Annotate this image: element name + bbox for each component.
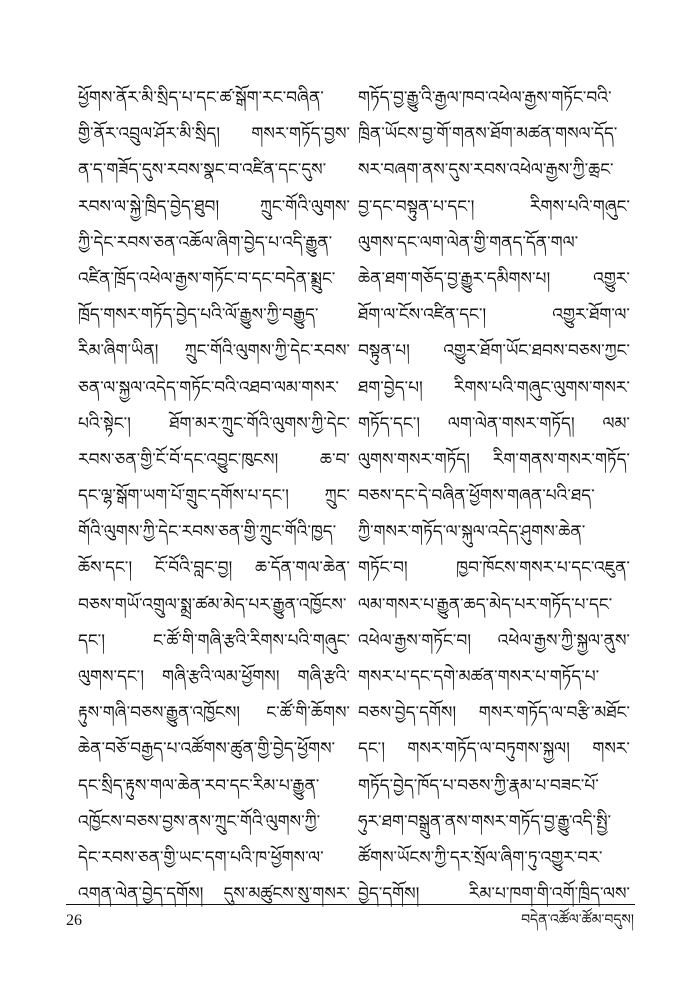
text-line: བཅས་བྱེད་དགོས། གསར་གཏོད་ལ་བརྩི་མཐོང་ xyxy=(358,703,630,724)
text-line: ཁྲིན་ཡོངས་བྱ་གོ་གནས་ཐོག་མཚན་གསལ་དོད་ xyxy=(358,124,618,145)
page-number: 26 xyxy=(66,912,82,929)
text-line: དང་། གསར་གཏོད་ལ་བཏུགས་སྐྱལ། གསར་ xyxy=(358,739,630,760)
text-line: པའི་སྟེང་། ཐོག་མར་ཀྲུང་གོའི་ལུགས་ཀྱི་དེང་ xyxy=(78,413,350,434)
text-line: ཀྱི་གསར་གཏོད་ལ་སྐུལ་འདེད་ཤུགས་ཆེན་ xyxy=(358,522,586,543)
text-line: བསྟུན་པ། འགྱུར་ཐོག་ཡོང་ཐབས་བཅས་ཀྱང་ xyxy=(358,341,630,362)
text-line: བྱ་དང་བསྟུན་པ་དང་། རིགས་པའི་གཞུང་ xyxy=(358,196,630,217)
text-line: ཐག་བྱེད་པ། རིགས་པའི་གཞུང་ལུགས་གསར་ xyxy=(358,377,630,398)
text-line: དང་། ང་ཚོ་གི་གཞི་རྩའི་རིགས་པའི་གཞུང་ xyxy=(78,630,350,651)
text-line: འགན་ལེན་བྱེད་དགོས། དུས་མཚུངས་སུ་གསར་ xyxy=(78,884,350,905)
text-line: བཅས་གཡོ་འགྲུལ་སྨྲ་ཚམ་མེད་པར་རྒྱུན་འཁྱོངས་ xyxy=(78,594,347,615)
text-line: ཐོག་ལ་ངོས་འཛིན་དང་། འགྱུར་ཐོག་ལ་ xyxy=(358,305,630,326)
text-line: བྱེད་དགོས། རིམ་པ་ཁག་གི་འགོ་ཁྲིད་ལས་ xyxy=(358,884,630,905)
text-line: གོའི་ལུགས་ཀྱི་དེང་རབས་ཅན་གྱི་ཀྲུང་གོའི་ཁྱད་ xyxy=(78,522,337,543)
text-line: གཏོད་བྱ་རྒྱུ་འི་རྒྱལ་ཁབ་འཕེལ་རྒྱས་གཏོང་བའི་ xyxy=(358,88,612,108)
text-line: ཧུར་ཐག་བསྒྲུན་ནས་གསར་གཏོད་བྱ་རྒྱུ་འདི་སྤྱི་ xyxy=(358,811,612,832)
text-line: གཏོད་བྱེད་ཁོད་པ་བཅས་ཀྱི་རྣམ་པ་བཟང་པོ་ xyxy=(358,775,599,796)
text-line: གཏོང་བ། ཁྱབ་ཁོངས་གསར་པ་དང་འཇུན་ xyxy=(358,558,630,579)
text-line: ཕྱོགས་ནོར་མི་སྲིད་པ་དང་ཚ་སྒོག་རང་བཞིན་ xyxy=(78,88,324,108)
text-line: ཁྲོད་གསར་གཏོད་བྱེད་པའི་ལོ་རྒྱུས་ཀྱི་བརྒྱུད་ xyxy=(78,305,319,326)
text-line: ལུགས་གསར་གཏོད། རིག་གནས་གསར་གཏོད་ xyxy=(358,449,630,470)
text-line: ཅན་ལ་སྐྱལ་འདེད་གཏོང་བའི་འཐབ་ལམ་གསར་ xyxy=(78,377,340,398)
text-line: ཀྱི་དེང་རབས་ཅན་འཆོལ་ཞིག་བྱེད་པ་འདི་རྒྱུན་ xyxy=(78,232,333,253)
text-line: དང་སྲིད་རྟུས་གལ་ཆེན་རབ་དང་རིམ་པ་རྒྱུན་ xyxy=(78,775,320,796)
text-line: རབས་ལ་སྐྱེ་ཁྲིད་བྱེད་ཐུབ། ཀྲུང་གོའི་ལུགས་ xyxy=(78,196,350,217)
text-line: བཅས་དང་དེ་བཞིན་ཕྱོགས་གཞན་པའི་ཐད་ xyxy=(358,486,595,507)
text-line: ཆེན་ཐག་གཅོད་བྱ་རྒྱུར་དམིགས་པ། འགྱུར་ xyxy=(358,268,630,289)
text-line: གཏོད་དང་། ལག་ལེན་གསར་གཏོད། ལམ་ xyxy=(358,413,630,434)
text-line: ལུགས་དང་། གཞི་རྩའི་ལམ་ཕྱོགས། གཞི་རྩའི་ xyxy=(78,667,350,687)
text-line: གྱི་ནོར་འབྲུལ་ཤོར་མི་སྲིད། གསར་གཏོད་བྱས་ xyxy=(78,124,350,145)
text-line: རྟུས་གཞི་བཅས་རྒྱུན་འཁྱོངས། ང་ཚོ་གི་ཆོགས་ xyxy=(78,703,350,724)
text-line: ན་ད་གཟོད་དུས་རབས་སྣང་བ་འཛིན་དང་དུས་ xyxy=(78,160,327,181)
footer-rule xyxy=(66,904,635,905)
text-line: རིམ་ཞིག་ཡིན། ཀྲུང་གོའི་ལུགས་ཀྱི་དེང་རབས་ xyxy=(78,341,350,362)
text-line: ལམ་གསར་པ་རྒྱུན་ཆད་མེད་པར་གཏོད་པ་དང་ xyxy=(358,594,613,615)
left-text-column xyxy=(78,80,350,912)
text-line: གསར་པ་དང་དགེ་མཚན་གསར་པ་གཏོད་པ་ xyxy=(358,667,600,687)
running-footer-title: བདེན་འཚོལ་ཚོམ་བདུས། xyxy=(521,912,634,928)
text-line: དང་ལྷ་སྒོག་ཡག་པོ་གྲུང་དགོས་པ་དང་། ཀྲུང་ xyxy=(78,486,350,507)
text-line: སར་བཞག་ནས་དུས་རབས་འཕེལ་རྒྱས་ཀྱི་ཆྲང་ xyxy=(358,160,614,181)
text-line: ཆེན་བཅོ་བརྒྱད་པ་འཚོགས་ཚུན་གྱི་བྱེད་ཕྱོགས་ xyxy=(78,739,336,760)
text-line: འཛིན་ཁྲོད་འཕེལ་རྒྱས་གཏོང་བ་དང་བདེན་སྨྲུང་ xyxy=(78,268,336,289)
text-line: ཚོགས་ཡོངས་ཀྱི་དར་སྲོལ་ཞིག་ཏུ་འགྱུར་བར་ xyxy=(358,847,603,868)
text-line: རབས་ཅན་གྱི་ངོ་བོ་དང་འབྱུང་ཁུངས། ཆ་བ་ xyxy=(78,449,350,470)
right-text-column xyxy=(358,80,630,912)
text-line: དེང་རབས་ཅན་གྱི་ཡང་དག་པའི་ཁ་ཕྱོགས་ལ་ xyxy=(78,847,324,868)
text-line: འཁྱོངས་བཅས་བྱས་ནས་ཀྲུང་གོའི་ལུགས་ཀྱི་ xyxy=(78,811,321,832)
text-line: ལུགས་དང་ལག་ལེན་གྱི་གནད་དོན་གལ་ xyxy=(358,232,579,253)
text-line: འཕེལ་རྒྱས་གཏོང་བ། འཕེལ་རྒྱས་ཀྱི་སྐྱལ་ནུས་ xyxy=(358,630,630,651)
text-line: ཆོས་དང་། ངོ་བོའི་བླང་བྱ། ཆ་དོན་གལ་ཆེན་ xyxy=(78,558,350,579)
